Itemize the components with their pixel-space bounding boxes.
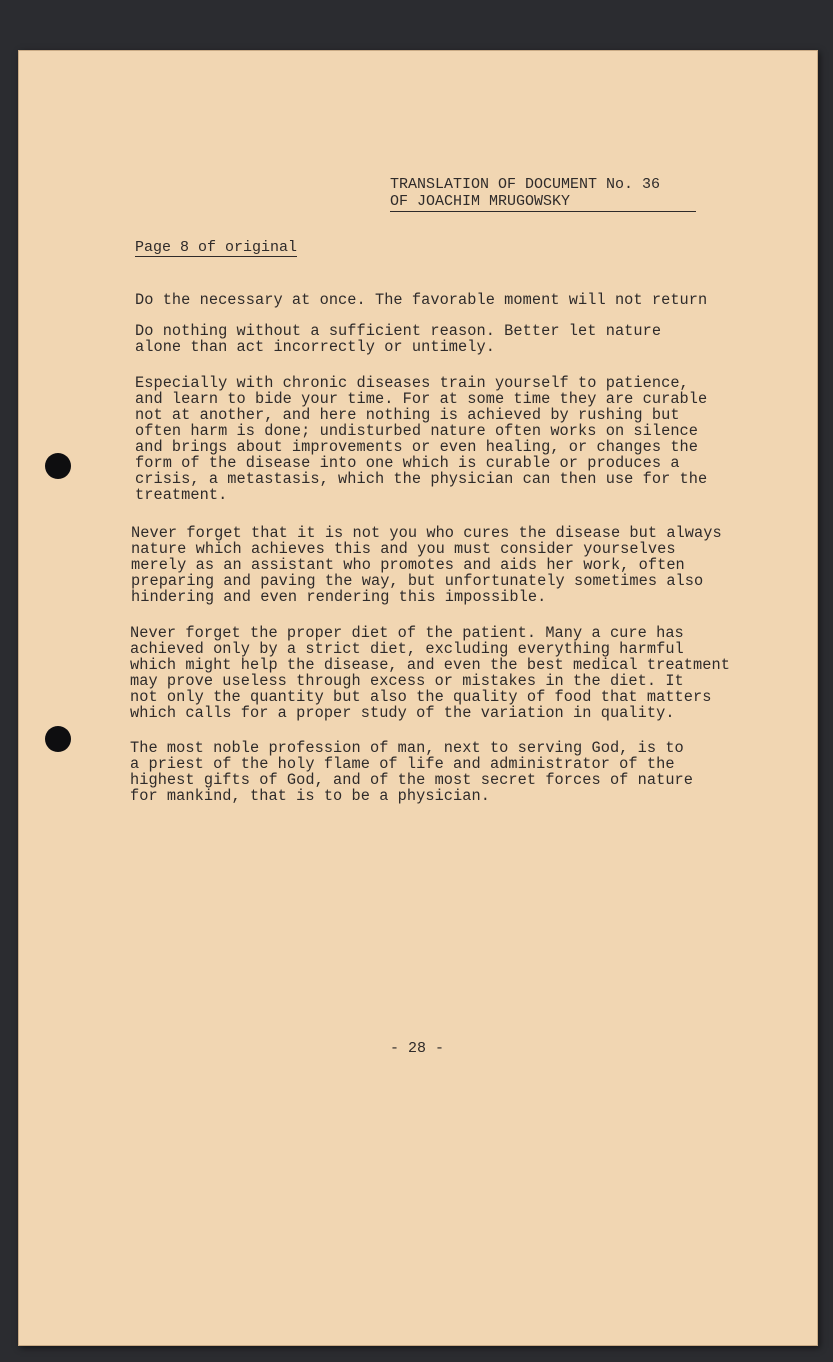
text-line: treatment. <box>135 486 228 504</box>
text-line: may prove useless through excess or mistakes in the diet. It <box>130 672 684 690</box>
page-number: - 28 - <box>390 1040 445 1057</box>
text-line: crisis, a metastasis, which the physician can then use for the <box>135 470 708 488</box>
text-line: Do nothing without a sufficient reason. Better let nature <box>135 322 662 340</box>
text-line: Never forget the proper diet of the patient. Many a cure has <box>130 624 684 642</box>
text-line: form of the disease into one which is curable or produces a <box>135 454 680 472</box>
text-line: and brings about improvements or even healing, or changes the <box>135 438 699 456</box>
text-line: preparing and paving the way, but unfortunately sometimes also <box>131 572 704 590</box>
text-line: which calls for a proper study of the variation in quality. <box>130 704 675 722</box>
text-line: highest gifts of God, and of the most secret forces of nature <box>130 771 694 789</box>
text-line: a priest of the holy flame of life and administrator of the <box>130 755 675 773</box>
punch-hole-lower <box>45 726 71 752</box>
text-line: which might help the disease, and even the best medical treatment <box>130 656 730 674</box>
text-line: not only the quantity but also the quality of food that matters <box>130 688 712 706</box>
text-line: and learn to bide your time. For at some time they are curable <box>135 390 708 408</box>
text-line: Do the necessary at once. The favorable moment will not return <box>135 291 708 309</box>
text-line: Never forget that it is not you who cures the disease but always <box>131 524 722 542</box>
document-page <box>18 50 818 1346</box>
text-line: nature which achieves this and you must consider yourselves <box>131 540 676 558</box>
text-line: Especially with chronic diseases train yourself to patience, <box>135 374 689 392</box>
text-line: alone than act incorrectly or untimely. <box>135 338 495 356</box>
text-line: often harm is done; undisturbed nature often works on silence <box>135 422 699 440</box>
text-line: The most noble profession of man, next to serving God, is to <box>130 739 684 757</box>
text-line: for mankind, that is to be a physician. <box>130 787 490 805</box>
text-line: merely as an assistant who promotes and aids her work, often <box>131 556 685 574</box>
text-line: achieved only by a strict diet, excluding everything harmful <box>130 640 684 658</box>
text-line: hindering and even rendering this impossible. <box>131 588 547 606</box>
document-subtitle: OF JOACHIM MRUGOWSKY <box>390 193 571 210</box>
title-underline <box>390 211 696 212</box>
document-title: TRANSLATION OF DOCUMENT No. 36 <box>390 176 661 193</box>
punch-hole-upper <box>45 453 71 479</box>
text-line: not at another, and here nothing is achieved by rushing but <box>135 406 680 424</box>
page-reference: Page 8 of original <box>135 239 298 256</box>
